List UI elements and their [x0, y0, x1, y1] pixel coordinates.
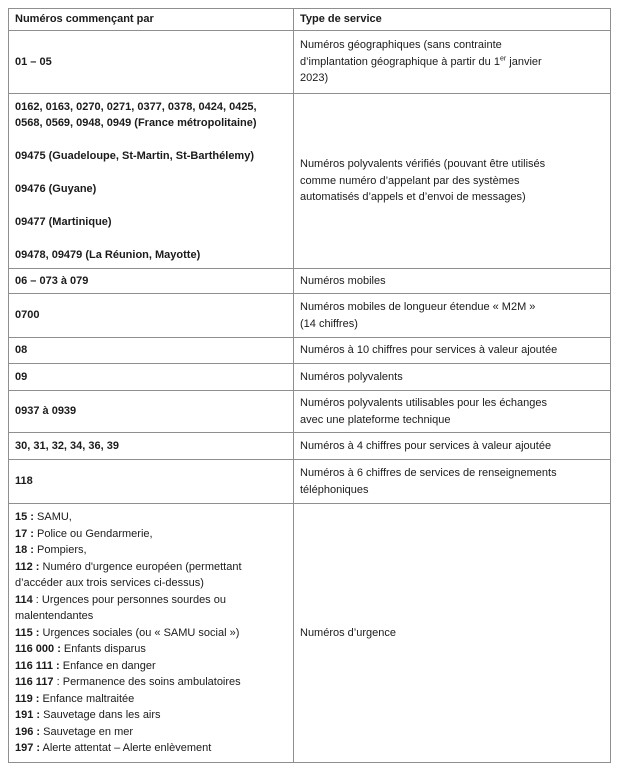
- text-line: [300, 37, 604, 54]
- bold-text-run: 118: [15, 475, 33, 488]
- service-cell: [294, 338, 611, 364]
- paragraph: [300, 369, 604, 386]
- text-line: [300, 189, 604, 206]
- text-run: Urgences sociales (ou « SAMU social »): [39, 626, 240, 639]
- text-run: SAMU,: [33, 511, 72, 524]
- paragraph: [15, 247, 287, 264]
- text-run: Numéros géographiques (sans contrainte: [300, 39, 502, 52]
- text-line: [15, 575, 287, 592]
- text-run: Numéros polyvalents: [300, 370, 403, 383]
- bold-text-run: 115 :: [15, 626, 40, 639]
- numbers-cell: [9, 338, 294, 364]
- text-line: [15, 625, 287, 642]
- text-line: [15, 641, 287, 658]
- text-line: [300, 482, 604, 499]
- text-run: Numéros à 6 chiffres de services de renseignements: [300, 467, 557, 479]
- bold-text-run: 114: [15, 593, 33, 606]
- text-line: [15, 674, 287, 691]
- numbers-cell: [9, 364, 294, 391]
- text-line: [15, 724, 287, 741]
- numbers-cell: [9, 94, 294, 269]
- table-row: [9, 338, 611, 364]
- paragraph: [15, 509, 287, 526]
- bold-text-run: 116 000 :: [15, 643, 61, 656]
- numbers-cell: [9, 31, 294, 94]
- bold-text-run: 116 117: [15, 676, 54, 689]
- paragraph: [15, 54, 287, 71]
- bold-text-run: 09477 (Martinique): [15, 216, 112, 228]
- bold-text-run: 15 :: [15, 511, 34, 524]
- text-line: [15, 473, 287, 490]
- text-line: [300, 465, 604, 482]
- bold-text-run: 0700: [15, 309, 40, 322]
- paragraph: [15, 691, 287, 708]
- text-line: [15, 307, 287, 324]
- service-cell: [294, 460, 611, 504]
- text-line: [300, 369, 604, 386]
- text-run: avec une plateforme technique: [300, 413, 451, 426]
- text-run: Alerte attentat – Alerte enlèvement: [40, 742, 212, 755]
- text-run: Numéros à 4 chiffres pour services à valeur ajoutée: [300, 439, 552, 452]
- text-line: [15, 658, 287, 675]
- service-cell: [294, 294, 611, 338]
- text-run: automatisés d’appels et d’envoi de messages): [300, 191, 526, 204]
- text-line: [15, 247, 287, 264]
- service-cell: [294, 433, 611, 460]
- header-service-column: Type de service: [294, 9, 611, 31]
- paragraph: [15, 658, 287, 675]
- table-body: [9, 31, 611, 763]
- bold-text-run: 0568, 0569, 0948, 0949 (France métropolitaine): [15, 117, 257, 129]
- header-row: [9, 9, 611, 31]
- bold-text-run: 197 :: [15, 742, 41, 755]
- numbers-cell: [9, 460, 294, 504]
- text-line: [300, 299, 604, 316]
- text-line: [15, 273, 287, 290]
- paragraph: [300, 625, 604, 642]
- text-run: Numéros polyvalents vérifiés (pouvant être utilisés: [300, 158, 546, 171]
- paragraph: [15, 307, 287, 324]
- table-row: [9, 460, 611, 504]
- numbers-cell: [9, 269, 294, 294]
- text-run: téléphoniques: [300, 483, 369, 496]
- text-run: Pompiers,: [33, 544, 87, 557]
- bold-text-run: 196 :: [15, 725, 41, 738]
- paragraph: [15, 181, 287, 198]
- text-line: [15, 342, 287, 359]
- text-line: [15, 403, 287, 420]
- paragraph: [15, 707, 287, 724]
- text-run: Numéros à 10 chiffres pour services à valeur ajoutée: [300, 344, 558, 357]
- text-line: [300, 273, 604, 290]
- bold-text-run: 112 :: [15, 560, 40, 573]
- paragraph: [15, 438, 287, 455]
- text-run: Enfance maltraitée: [39, 692, 135, 705]
- text-line: [15, 438, 287, 455]
- table-row: [9, 391, 611, 433]
- text-line: [15, 181, 287, 198]
- text-run: Numéros polyvalents utilisables pour les échanges: [300, 397, 548, 409]
- paragraph: [300, 395, 604, 428]
- table-row: [9, 433, 611, 460]
- text-line: [300, 156, 604, 173]
- bold-text-run: 18 :: [15, 544, 34, 557]
- service-cell: [294, 391, 611, 433]
- service-cell: [294, 31, 611, 94]
- text-line: [15, 542, 287, 559]
- text-run: janvier: [506, 55, 542, 68]
- text-line: [300, 412, 604, 429]
- paragraph: [15, 342, 287, 359]
- paragraph: [300, 342, 604, 359]
- paragraph: [15, 473, 287, 490]
- text-run: Sauvetage dans les airs: [40, 709, 161, 722]
- text-run: Numéros d’urgence: [300, 626, 396, 639]
- paragraph: [300, 438, 604, 455]
- text-line: [300, 342, 604, 359]
- bold-text-run: 06 – 073 à 079: [15, 274, 89, 287]
- text-run: 2023): [300, 72, 329, 85]
- text-line: [15, 707, 287, 724]
- paragraph: [15, 592, 287, 625]
- paragraph: [300, 156, 604, 206]
- text-line: [15, 691, 287, 708]
- bold-text-run: 0162, 0163, 0270, 0271, 0377, 0378, 0424, 0425,: [15, 100, 257, 113]
- text-line: [15, 559, 287, 576]
- text-run: Numéro d'urgence européen (permettant: [39, 560, 242, 573]
- service-cell: [294, 504, 611, 763]
- bold-text-run: 08: [15, 344, 28, 357]
- text-line: [15, 99, 287, 116]
- paragraph: [15, 542, 287, 559]
- table-row: [9, 504, 611, 763]
- paragraph: [15, 403, 287, 420]
- bold-text-run: 119 :: [15, 692, 40, 705]
- text-run: Enfance en danger: [59, 659, 156, 672]
- paragraph: [300, 299, 604, 332]
- numbers-cell: [9, 433, 294, 460]
- table-row: [9, 364, 611, 391]
- paragraph: [15, 724, 287, 741]
- numbers-cell: [9, 294, 294, 338]
- bold-text-run: 09: [15, 370, 28, 383]
- text-run: Numéros mobiles de longueur étendue « M2M »: [300, 301, 536, 313]
- paragraph: [15, 273, 287, 290]
- table-row: [9, 31, 611, 94]
- text-run: comme numéro d’appelant par des systèmes: [300, 174, 520, 187]
- bold-text-run: 17 :: [15, 527, 34, 540]
- numbers-cell: [9, 391, 294, 433]
- text-run: d’accéder aux trois services ci-dessus): [15, 577, 204, 590]
- text-run: Enfants disparus: [60, 643, 146, 656]
- text-line: [15, 526, 287, 543]
- text-run: : Urgences pour personnes sourdes ou: [32, 593, 226, 606]
- text-line: [15, 148, 287, 165]
- text-run: malentendantes: [15, 610, 94, 623]
- text-line: [15, 369, 287, 386]
- paragraph: [15, 369, 287, 386]
- table-row: [9, 269, 611, 294]
- paragraph: [300, 465, 604, 498]
- text-run: : Permanence des soins ambulatoires: [53, 676, 241, 689]
- text-run: Sauvetage en mer: [40, 725, 134, 738]
- text-line: [15, 214, 287, 231]
- service-cell: [294, 364, 611, 391]
- text-line: [15, 740, 287, 757]
- superscript-run: er: [499, 55, 507, 63]
- paragraph: [300, 37, 604, 87]
- bold-text-run: 116 111 :: [15, 659, 60, 672]
- text-run: Numéros mobiles: [300, 274, 386, 287]
- table-row: [9, 94, 611, 269]
- text-line: [300, 438, 604, 455]
- text-run: Police ou Gendarmerie,: [33, 527, 153, 540]
- text-line: [300, 173, 604, 190]
- bold-text-run: 0937 à 0939: [15, 405, 77, 418]
- numbers-cell: [9, 504, 294, 763]
- text-line: [300, 70, 604, 87]
- text-run: (14 chiffres): [300, 317, 358, 330]
- text-line: [15, 54, 287, 71]
- text-run: d’implantation géographique à partir du 1: [300, 55, 500, 68]
- text-line: [300, 54, 604, 71]
- text-line: [300, 395, 604, 412]
- text-line: [15, 608, 287, 625]
- service-cell: [294, 94, 611, 269]
- service-numbers-table: [8, 8, 611, 763]
- header-numbers-column: Numéros commençant par: [9, 9, 294, 31]
- paragraph: [15, 740, 287, 757]
- paragraph: [15, 99, 287, 132]
- paragraph: [15, 526, 287, 543]
- text-line: [15, 115, 287, 132]
- paragraph: [15, 641, 287, 658]
- bold-text-run: 09476 (Guyane): [15, 183, 97, 195]
- bold-text-run: 30, 31, 32, 34, 36, 39: [15, 439, 119, 452]
- paragraph: [300, 273, 604, 290]
- table-row: [9, 294, 611, 338]
- text-line: [300, 316, 604, 333]
- paragraph: [15, 148, 287, 165]
- service-cell: [294, 269, 611, 294]
- bold-text-run: 09475 (Guadeloupe, St-Martin, St-Barthélemy): [15, 150, 254, 162]
- paragraph: [15, 214, 287, 231]
- paragraph: [15, 625, 287, 642]
- bold-text-run: 191 :: [15, 709, 41, 722]
- text-line: [15, 509, 287, 526]
- text-line: [300, 625, 604, 642]
- paragraph: [15, 674, 287, 691]
- document-page: [0, 8, 620, 780]
- bold-text-run: 09478, 09479 (La Réunion, Mayotte): [15, 249, 201, 261]
- text-line: [15, 592, 287, 609]
- paragraph: [15, 559, 287, 592]
- bold-text-run: 01 – 05: [15, 55, 52, 68]
